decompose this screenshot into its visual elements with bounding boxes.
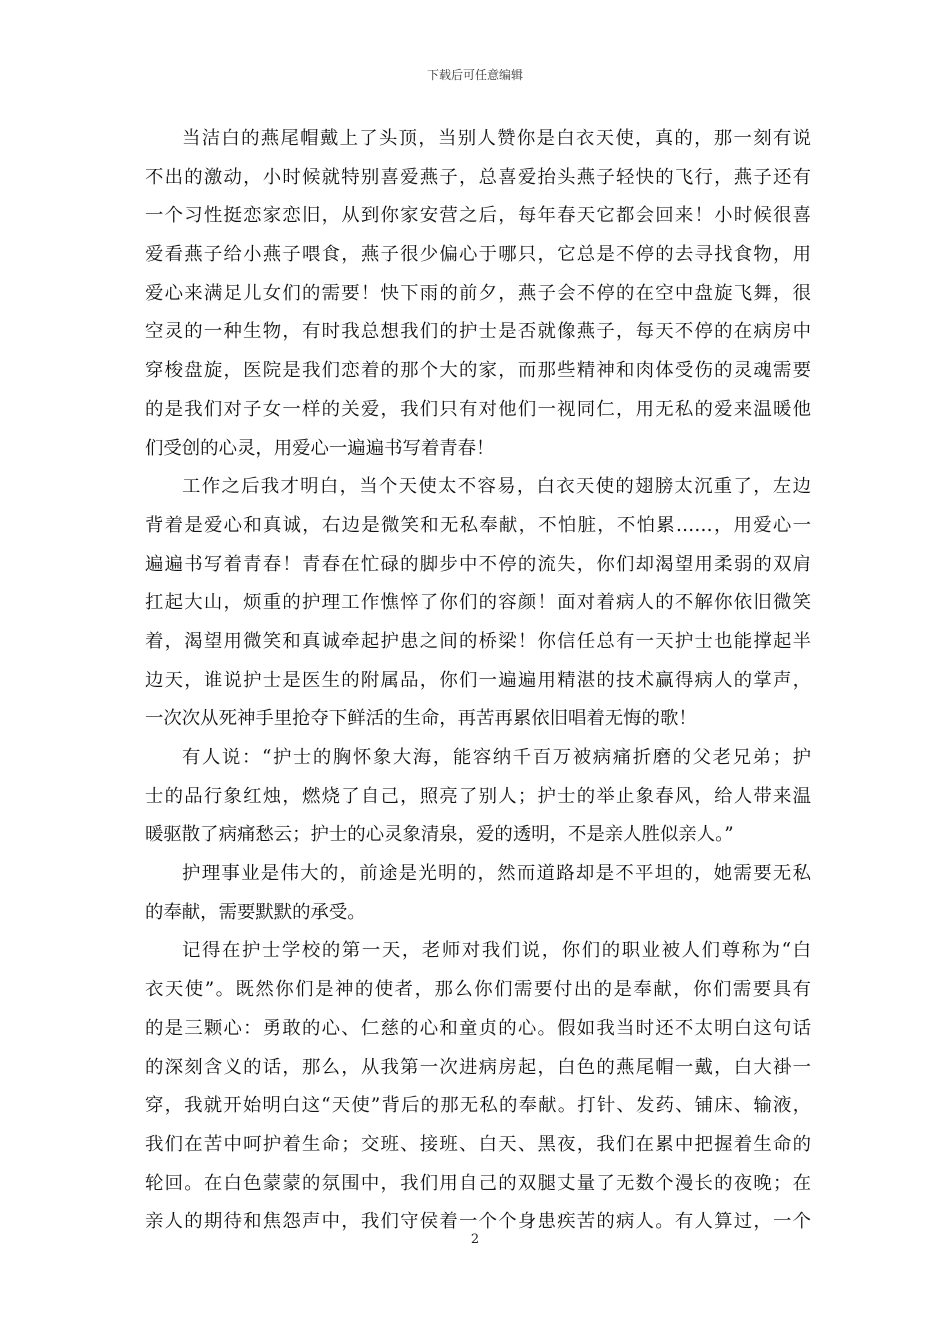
- text-line: 护理事业是伟大的，前途是光明的，然而道路却是不平坦的，她需要无私: [182, 863, 811, 885]
- text-line: 有人说：“护士的胸怀象大海，能容纳千百万被病痛折磨的父老兄弟；护: [182, 747, 811, 768]
- text-line: 扛起大山，烦重的护理工作憔悴了你们的容颜！面对着病人的不解你依旧微笑: [145, 592, 811, 614]
- text-line: 爱看燕子给小燕子喂食，燕子很少偏心于哪只，它总是不停的去寻找食物，用: [145, 244, 811, 266]
- text-line: 记得在护士学校的第一天，老师对我们说，你们的职业被人们尊称为“白: [182, 940, 811, 962]
- text-line: 们受创的心灵，用爱心一遍遍书写着青春！: [145, 437, 495, 459]
- text-line: 一次次从死神手里抢夺下鲜活的生命，再苦再累依旧唱着无悔的歌！: [145, 708, 697, 730]
- paragraph: [145, 932, 811, 1242]
- text-line: 一个习性挺恋家恋旧，从到你家安营之后，每年春天它都会回来！小时候很喜: [145, 205, 811, 227]
- text-line: 士的品行象红烛，燃烧了自己，照亮了别人；护士的举止象春风，给人带来温: [145, 785, 811, 807]
- text-line: 衣天使”。既然你们是神的使者，那么你们需要付出的是奉献，你们需要具有: [145, 979, 811, 1001]
- document-body: [145, 120, 811, 1242]
- text-line: 穿，我就开始明白这“天使”背后的那无私的奉献。打针、发药、铺床、输液，: [145, 1095, 811, 1117]
- text-line: 不出的激动，小时候就特别喜爱燕子，总喜爱抬头燕子轻快的飞行，燕子还有: [145, 166, 811, 188]
- text-line: 背着是爱心和真诚，右边是微笑和无私奉献，不怕脏，不怕累……，用爱心一: [145, 514, 811, 536]
- text-line: 当洁白的燕尾帽戴上了头顶，当别人赞你是白衣天使，真的，那一刻有说: [182, 128, 811, 149]
- paragraph: [145, 120, 811, 468]
- text-line: 工作之后我才明白，当个天使太不容易，白衣天使的翅膀太沉重了，左边: [182, 476, 811, 498]
- text-line: 亲人的期待和焦怨声中，我们守侯着一个个身患疾苦的病人。有人算过，一个: [145, 1211, 811, 1233]
- text-line: 的深刻含义的话，那么，从我第一次进病房起，白色的燕尾帽一戴，白大褂一: [145, 1056, 811, 1078]
- text-line: 穿梭盘旋，医院是我们恋着的那个大的家，而那些精神和肉体受伤的灵魂需要: [145, 360, 811, 382]
- paragraph: [145, 468, 811, 739]
- text-line: 边天，谁说护士是医生的附属品，你们一遍遍用精湛的技术赢得病人的掌声，: [145, 669, 811, 691]
- text-line: 着，渴望用微笑和真诚牵起护患之间的桥梁！你信任总有一天护士也能撑起半: [145, 630, 811, 652]
- text-line: 的是我们对子女一样的关爱，我们只有对他们一视同仁，用无私的爱来温暖他: [145, 398, 811, 420]
- text-line: 轮回。在白色蒙蒙的氛围中，我们用自己的双腿丈量了无数个漫长的夜晚；在: [145, 1172, 811, 1194]
- text-line: 空灵的一种生物，有时我总想我们的护士是否就像燕子，每天不停的在病房中: [145, 321, 811, 343]
- paragraph: [145, 739, 811, 855]
- text-line: 爱心来满足儿女们的需要！快下雨的前夕，燕子会不停的在空中盘旋飞舞，很: [145, 282, 811, 304]
- text-line: 暖驱散了病痛愁云；护士的心灵象清泉，爱的透明，不是亲人胜似亲人。”: [145, 824, 734, 846]
- text-line: 的是三颗心：勇敢的心、仁慈的心和童贞的心。假如我当时还不太明白这句话: [145, 1017, 811, 1039]
- text-line: 我们在苦中呵护着生命；交班、接班、白天、黑夜，我们在累中把握着生命的: [145, 1133, 811, 1155]
- paragraph: [145, 855, 811, 932]
- page-number: 2: [470, 1232, 480, 1247]
- text-line: 的奉献，需要默默的承受。: [145, 901, 366, 923]
- text-line: 遍遍书写着青春！青春在忙碌的脚步中不停的流失，你们却渴望用柔弱的双肩: [145, 553, 811, 575]
- page-header: 下载后可任意编辑: [426, 68, 523, 82]
